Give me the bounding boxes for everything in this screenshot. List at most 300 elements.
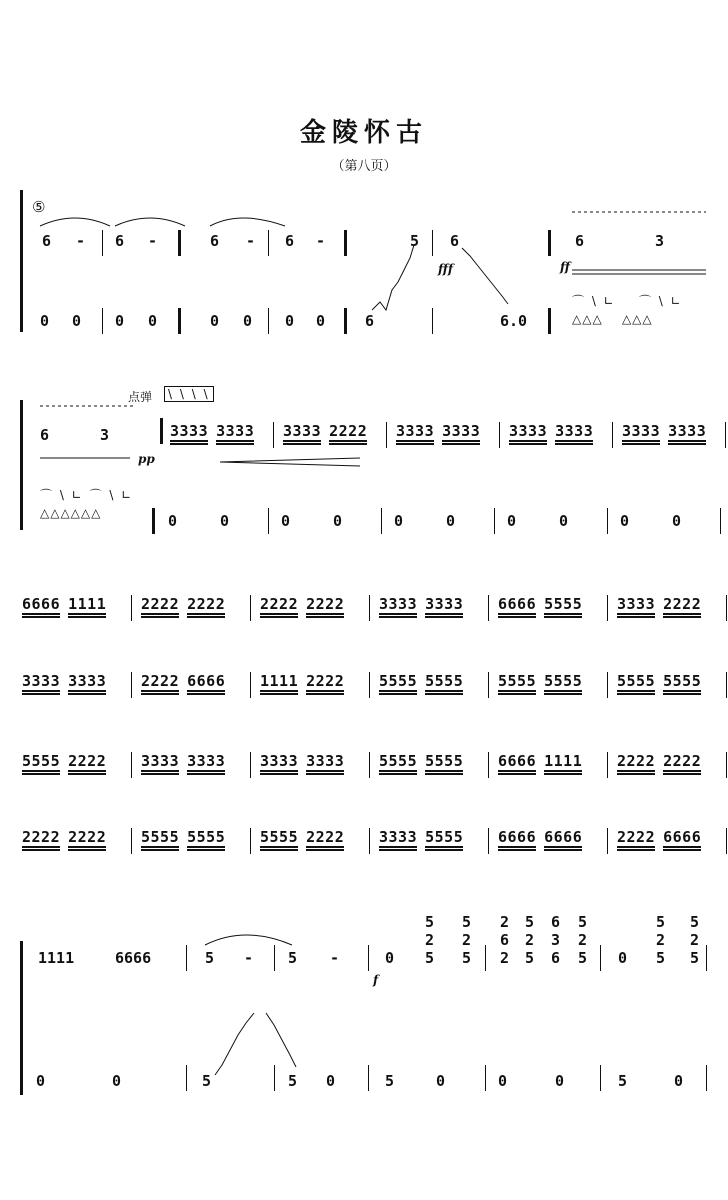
- measure: [22, 752, 114, 782]
- barline: [485, 1065, 486, 1091]
- chord-note: 2: [578, 931, 588, 949]
- note-group: [187, 595, 225, 613]
- measure: [498, 672, 590, 702]
- note-group: [442, 422, 480, 440]
- barline: [726, 828, 727, 854]
- barline: [344, 230, 347, 256]
- bottom-note: 0: [148, 312, 158, 330]
- bottom-note: 0: [168, 512, 178, 530]
- note-group: [498, 672, 536, 690]
- barline: [131, 595, 132, 621]
- notation-line: [0, 752, 728, 792]
- bottom-note: 0: [555, 1072, 565, 1090]
- beam: [22, 846, 60, 848]
- note-group: [306, 752, 344, 770]
- note-digits: 3333: [141, 752, 180, 770]
- beam: [170, 443, 208, 445]
- beam: [379, 613, 417, 615]
- beam: [379, 616, 417, 618]
- barline: [485, 945, 486, 971]
- bottom-note: 0: [285, 312, 295, 330]
- note-digits: 3333: [425, 595, 464, 613]
- dynamic-pp: pp: [138, 452, 155, 466]
- measure: [617, 828, 709, 858]
- beam: [68, 773, 106, 775]
- chord-note: 6: [500, 931, 510, 949]
- beam: [306, 849, 344, 851]
- beam: [306, 613, 344, 615]
- barline: [268, 230, 269, 256]
- note: -: [244, 949, 254, 967]
- beam: [379, 773, 417, 775]
- note-group: [617, 672, 655, 690]
- note-digits: 1111: [544, 752, 583, 770]
- chord-note: 2: [425, 931, 435, 949]
- note-group: [617, 828, 655, 846]
- note-digits: 3333: [187, 752, 226, 770]
- page-title: 金陵怀古: [299, 118, 428, 148]
- chord-note: 5: [462, 949, 472, 967]
- note-digits: 2222: [617, 828, 656, 846]
- beam: [498, 690, 536, 692]
- note-group: [663, 672, 701, 690]
- note-digits: 3333: [216, 422, 255, 440]
- barline: [368, 945, 369, 971]
- notation-line: [0, 828, 728, 868]
- barline: [432, 230, 433, 256]
- bottom-note: 0: [559, 512, 569, 530]
- beam: [260, 849, 298, 851]
- beam: [187, 773, 225, 775]
- barline: [706, 945, 707, 971]
- note: -: [246, 232, 256, 250]
- note-group: [379, 828, 417, 846]
- beam: [498, 846, 536, 848]
- note-group: [425, 595, 463, 613]
- beam: [187, 846, 225, 848]
- beam: [442, 440, 480, 442]
- note-digits: 6666: [498, 595, 537, 613]
- bottom-note: 0: [220, 512, 230, 530]
- beam: [141, 849, 179, 851]
- note-group: [425, 752, 463, 770]
- note-digits: 5555: [425, 672, 464, 690]
- chord-note: 5: [525, 949, 535, 967]
- bottom-note: 0: [40, 312, 50, 330]
- beam: [622, 443, 660, 445]
- beam: [425, 613, 463, 615]
- beam: [498, 773, 536, 775]
- note-group: [68, 752, 106, 770]
- note-group: [187, 672, 225, 690]
- note-digits: 1111: [260, 672, 299, 690]
- bottom-note: 6.0: [500, 312, 528, 330]
- note-group: [498, 752, 536, 770]
- measure: [260, 672, 352, 702]
- note: 1111: [38, 949, 75, 967]
- beam: [141, 616, 179, 618]
- bottom-note: 0: [394, 512, 404, 530]
- barline: [102, 308, 103, 334]
- chord-note: 5: [578, 949, 588, 967]
- note-group: [663, 828, 701, 846]
- note-digits: 2222: [260, 595, 299, 613]
- note-digits: 5555: [141, 828, 180, 846]
- bottom-note: 0: [112, 1072, 122, 1090]
- barline: [102, 230, 103, 256]
- chord-note: 6: [551, 913, 561, 931]
- beam: [617, 693, 655, 695]
- hairpins: [0, 388, 728, 538]
- beam: [306, 770, 344, 772]
- note-group: [425, 828, 463, 846]
- beam: [509, 440, 547, 442]
- note-digits: 5555: [22, 752, 61, 770]
- barline: [131, 828, 132, 854]
- barline: [273, 422, 274, 448]
- note-group: [306, 828, 344, 846]
- beam: [260, 846, 298, 848]
- beam: [283, 440, 321, 442]
- note: -: [76, 232, 86, 250]
- note: 3: [655, 232, 665, 250]
- beam: [141, 693, 179, 695]
- chord-note: 5: [690, 949, 700, 967]
- measure: [141, 752, 233, 782]
- chord-note: 6: [551, 949, 561, 967]
- chord-note: 2: [462, 931, 472, 949]
- beam: [260, 693, 298, 695]
- measure: [260, 752, 352, 782]
- note-group: [68, 595, 106, 613]
- barline: [186, 945, 187, 971]
- beam: [498, 616, 536, 618]
- note-digits: 6666: [187, 672, 226, 690]
- beam: [306, 616, 344, 618]
- system-1: [0, 190, 728, 340]
- note-digits: 2222: [141, 672, 180, 690]
- beam: [187, 690, 225, 692]
- bottom-note: 0: [316, 312, 326, 330]
- note-group: [544, 752, 582, 770]
- beam: [663, 773, 701, 775]
- note-group: [187, 828, 225, 846]
- bottom-note: 0: [243, 312, 253, 330]
- note-digits: 2222: [617, 752, 656, 770]
- note: 6666: [115, 949, 152, 967]
- note-group: [22, 828, 60, 846]
- beam: [617, 613, 655, 615]
- beam: [544, 613, 582, 615]
- beam: [68, 770, 106, 772]
- note-group: [379, 595, 417, 613]
- bottom-note: 0: [674, 1072, 684, 1090]
- bottom-note: 0: [72, 312, 82, 330]
- measure: [617, 752, 709, 782]
- barline: [131, 672, 132, 698]
- barline: [720, 508, 721, 534]
- barline: [706, 1065, 707, 1091]
- note: 6: [285, 232, 295, 250]
- note-group: [260, 828, 298, 846]
- beam: [498, 613, 536, 615]
- note-group: [22, 595, 60, 613]
- measure: [379, 752, 471, 782]
- note: 6: [450, 232, 460, 250]
- barline: [726, 595, 727, 621]
- measure: [379, 672, 471, 702]
- measure: [22, 672, 114, 702]
- note-digits: 5555: [663, 672, 702, 690]
- beam: [187, 770, 225, 772]
- beam: [22, 849, 60, 851]
- note-digits: 5555: [379, 752, 418, 770]
- barline: [274, 945, 275, 971]
- measure: [170, 422, 262, 452]
- note-digits: 6666: [498, 828, 537, 846]
- beam: [663, 613, 701, 615]
- beam: [617, 849, 655, 851]
- note-group: [425, 672, 463, 690]
- barline: [186, 1065, 187, 1091]
- technique-marks: △△△ △△△: [572, 312, 653, 326]
- label-dianta-marks: \ \ \ \: [164, 386, 214, 402]
- beam: [622, 440, 660, 442]
- beam: [379, 849, 417, 851]
- bottom-note: 0: [333, 512, 343, 530]
- bottom-note: 0: [281, 512, 291, 530]
- bottom-note: 5: [288, 1072, 298, 1090]
- beam: [617, 846, 655, 848]
- beam: [425, 770, 463, 772]
- beam: [187, 849, 225, 851]
- chord-note: 3: [551, 931, 561, 949]
- barline: [488, 595, 489, 621]
- note-group: [509, 422, 547, 440]
- note-group: [141, 672, 179, 690]
- beam: [260, 773, 298, 775]
- chord-note: 5: [425, 913, 435, 931]
- beam: [498, 770, 536, 772]
- beam: [544, 846, 582, 848]
- beam: [329, 440, 367, 442]
- beam: [260, 770, 298, 772]
- note-group: [306, 595, 344, 613]
- beam: [425, 693, 463, 695]
- measure: [509, 422, 601, 452]
- note-digits: 3333: [283, 422, 322, 440]
- technique-marks: ⌒ \ ∟ ⌒ \ ∟: [572, 294, 683, 308]
- beam: [141, 770, 179, 772]
- note-digits: 3333: [379, 828, 418, 846]
- beam: [498, 849, 536, 851]
- beam: [68, 846, 106, 848]
- beam: [425, 849, 463, 851]
- note-group: [544, 595, 582, 613]
- note-group: [379, 672, 417, 690]
- note-digits: 2222: [68, 828, 107, 846]
- beam: [379, 846, 417, 848]
- barline: [268, 308, 269, 334]
- note-digits: 3333: [68, 672, 107, 690]
- note-digits: 3333: [509, 422, 548, 440]
- beam: [379, 693, 417, 695]
- beam: [329, 443, 367, 445]
- chord-note: 2: [500, 949, 510, 967]
- note-group: [498, 828, 536, 846]
- bottom-note: 0: [326, 1072, 336, 1090]
- note-group: [22, 752, 60, 770]
- beam: [187, 693, 225, 695]
- beam: [498, 693, 536, 695]
- beam: [379, 690, 417, 692]
- measure: [283, 422, 375, 452]
- beam: [396, 440, 434, 442]
- beam: [663, 690, 701, 692]
- dynamic-fff: fff: [438, 262, 454, 276]
- measure: [379, 595, 471, 625]
- beam: [663, 770, 701, 772]
- note-digits: 5555: [425, 828, 464, 846]
- note-group: [498, 595, 536, 613]
- measure: [498, 828, 590, 858]
- note-digits: 2222: [22, 828, 61, 846]
- note-digits: 3333: [22, 672, 61, 690]
- beam: [544, 690, 582, 692]
- note-digits: 3333: [170, 422, 209, 440]
- barline: [386, 422, 387, 448]
- note-group: [617, 752, 655, 770]
- barline: [488, 828, 489, 854]
- rehearsal-mark: ⑤: [32, 198, 46, 216]
- note-digits: 6666: [498, 752, 537, 770]
- note-digits: 2222: [68, 752, 107, 770]
- measure: [396, 422, 488, 452]
- measure: [617, 595, 709, 625]
- chord-note: 5: [578, 913, 588, 931]
- beam: [306, 773, 344, 775]
- measure: [622, 422, 714, 452]
- note-group: [68, 672, 106, 690]
- note-group: [617, 595, 655, 613]
- chord-note: 5: [690, 913, 700, 931]
- note-digits: 2222: [329, 422, 368, 440]
- measure: [141, 672, 233, 702]
- note-digits: 5555: [187, 828, 226, 846]
- note-digits: 3333: [622, 422, 661, 440]
- note-digits: 5555: [379, 672, 418, 690]
- barline: [381, 508, 382, 534]
- note: 5: [410, 232, 420, 250]
- note-group: [260, 672, 298, 690]
- notation-line: [0, 672, 728, 712]
- measure: [22, 828, 114, 858]
- note-group: [555, 422, 593, 440]
- beam: [68, 693, 106, 695]
- beam: [668, 440, 706, 442]
- chord-note: 5: [656, 913, 666, 931]
- barline: [607, 672, 608, 698]
- bottom-note: 5: [202, 1072, 212, 1090]
- measure: [498, 595, 590, 625]
- bottom-note: 0: [498, 1072, 508, 1090]
- beam: [22, 613, 60, 615]
- barline: [607, 828, 608, 854]
- note: 6: [210, 232, 220, 250]
- barline: [607, 508, 608, 534]
- beam: [425, 690, 463, 692]
- beam: [425, 846, 463, 848]
- note-group: [68, 828, 106, 846]
- beam: [617, 616, 655, 618]
- measure: [22, 595, 114, 625]
- barline: [607, 752, 608, 778]
- bottom-note: 0: [436, 1072, 446, 1090]
- chord-note: 5: [656, 949, 666, 967]
- beam: [555, 443, 593, 445]
- note-group: [141, 595, 179, 613]
- beam: [617, 690, 655, 692]
- note: 0: [385, 949, 395, 967]
- beam: [617, 773, 655, 775]
- note-group: [187, 752, 225, 770]
- note: 0: [618, 949, 628, 967]
- beam: [141, 846, 179, 848]
- system-3: [0, 905, 728, 1105]
- beam: [260, 690, 298, 692]
- barline: [344, 308, 347, 334]
- dynamic-f: f: [373, 973, 379, 987]
- barline: [432, 308, 433, 334]
- note: -: [316, 232, 326, 250]
- beam: [22, 690, 60, 692]
- measure: [617, 672, 709, 702]
- note-group: [622, 422, 660, 440]
- measure: [379, 828, 471, 858]
- note-group: [379, 752, 417, 770]
- note: 6: [40, 426, 50, 444]
- beam: [22, 770, 60, 772]
- note-digits: 6666: [663, 828, 702, 846]
- bottom-note: 5: [618, 1072, 628, 1090]
- barline: [250, 595, 251, 621]
- beam: [187, 613, 225, 615]
- beam: [216, 443, 254, 445]
- notation-line: [0, 595, 728, 635]
- system-2: [0, 388, 728, 538]
- barline: [250, 672, 251, 698]
- beam: [141, 690, 179, 692]
- measure: [498, 752, 590, 782]
- note-digits: 2222: [663, 595, 702, 613]
- measure: [141, 828, 233, 858]
- beam: [544, 616, 582, 618]
- beam: [141, 613, 179, 615]
- note-digits: 2222: [187, 595, 226, 613]
- chord-note: 5: [525, 913, 535, 931]
- beam: [187, 616, 225, 618]
- barline: [600, 945, 601, 971]
- note: 5: [288, 949, 298, 967]
- note-digits: 3333: [306, 752, 345, 770]
- beam: [663, 846, 701, 848]
- note-group: [141, 828, 179, 846]
- label-dianta: 点弹: [128, 390, 153, 404]
- note-group: [260, 595, 298, 613]
- note-digits: 5555: [544, 595, 583, 613]
- beam: [617, 770, 655, 772]
- beam: [283, 443, 321, 445]
